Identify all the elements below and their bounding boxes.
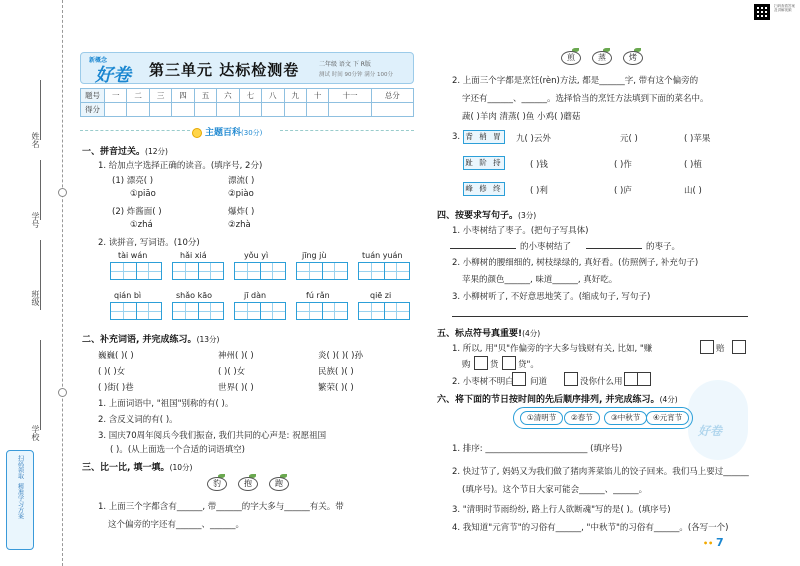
s4-q2-answer[interactable]: 苹果的颜色______, 味道______, 真好吃。 xyxy=(462,275,618,285)
s5-q2: 2. 小枣树不明白 xyxy=(452,377,514,387)
lightbulb-icon xyxy=(192,128,202,138)
table-row xyxy=(81,103,414,117)
writing-grid[interactable] xyxy=(110,262,162,280)
punct-box[interactable] xyxy=(512,372,525,386)
score-input-cell[interactable] xyxy=(172,103,194,117)
pinyin-label: shǎo kāo xyxy=(176,291,213,300)
fill-blank[interactable]: 山( ) xyxy=(684,186,702,196)
fill-blank[interactable]: ( )钱 xyxy=(530,160,548,170)
pinyin-label: jī dàn xyxy=(244,291,267,300)
s2-q2[interactable]: 2. 含反义词的有( )。 xyxy=(98,415,178,425)
s1-q1-a1[interactable]: (1) 漂亮( ) xyxy=(112,176,154,186)
pinyin-label: jīng jù xyxy=(302,251,327,260)
char-group-box: 背 梢 胃 xyxy=(463,130,505,144)
s3-q2[interactable]: 2. 上面三个字都是烹饪(rèn)方法, 都是______字, 带有这个偏旁的 xyxy=(452,76,699,86)
heading-text: 一、拼音过关。 xyxy=(82,147,146,157)
punct-box[interactable] xyxy=(564,372,577,386)
s4-q1-blank1[interactable] xyxy=(450,240,516,251)
char-group-box: 趾 阶 持 xyxy=(463,156,505,170)
s6-q3[interactable]: 3. "清明时节雨纷纷, 路上行人欲断魂"写的是( )。(填序号) xyxy=(452,505,671,515)
fill-blank[interactable]: ( )利 xyxy=(530,186,548,196)
idiom-blank[interactable]: 繁荣( )( ) xyxy=(318,383,354,393)
pinyin-label: qián bì xyxy=(114,291,142,300)
score-input-cell[interactable] xyxy=(194,103,216,117)
punct-box[interactable] xyxy=(474,356,487,370)
apple-char: 烤 xyxy=(623,51,643,65)
divider xyxy=(80,130,190,131)
apple-icon xyxy=(268,474,290,492)
heading-text: 六、将下面的节日按时间的先后顺序排列, 并完成练习。 xyxy=(437,395,660,405)
s6-q2[interactable]: 2. 快过节了, 妈妈又为我们做了猪肉荠菜馅儿的饺子回来。我们马上要过______ xyxy=(452,467,749,477)
exam-meta-time: 测试 时间 90分钟 满分 100分 xyxy=(319,72,393,78)
table-cell: 十一 xyxy=(329,89,371,103)
table-row xyxy=(81,89,414,103)
fill-blank[interactable]: ( )植 xyxy=(684,160,702,170)
s2-q1[interactable]: 1. 上面词语中, "祖国"别称的有( )。 xyxy=(98,399,234,409)
mascot-watermark xyxy=(688,380,748,460)
heading-text: 五、标点符号真重要! xyxy=(437,329,523,339)
heading-text: 二、补充词语, 并完成练习。 xyxy=(82,335,197,345)
s5-q1-char: 贷"。 xyxy=(518,360,539,370)
page-number-text: 7 xyxy=(716,536,724,549)
idiom-blank[interactable]: ( )( )女 xyxy=(98,367,126,377)
s6-q1[interactable]: 1. 排序: ________________________ (填序号) xyxy=(452,444,623,454)
name-label: 姓名 xyxy=(31,132,40,148)
binding-margin xyxy=(0,0,70,566)
score-table xyxy=(80,88,414,117)
table-cell: 二 xyxy=(127,89,149,103)
pinyin-label: yǒu yì xyxy=(244,251,269,260)
topic-label: 主题百科 xyxy=(205,128,242,138)
apple-char: 抱 xyxy=(238,477,258,491)
score-input-cell[interactable] xyxy=(262,103,284,117)
score-input-cell[interactable] xyxy=(284,103,306,117)
punct-box[interactable] xyxy=(732,340,745,354)
s5-q1: 1. 所以, 用"贝"作偏旁的字大多与钱财有关, 比如, "赚 xyxy=(452,344,653,354)
score-input-cell[interactable] xyxy=(329,103,371,117)
pinyin-label: fú rǎn xyxy=(306,291,330,300)
apple-char: 豹 xyxy=(207,477,227,491)
s1-q1: 1. 给加点字选择正确的读音。(填序号, 2分) xyxy=(98,161,263,171)
s5-q1-char: 货 xyxy=(490,360,499,370)
heading-points: (4分) xyxy=(659,395,678,404)
s4-q2: 2. 小柳树的腰细细的, 树枝绿绿的, 真好看。(仿照例子, 补充句子) xyxy=(452,258,699,268)
cut-line xyxy=(62,0,63,566)
heading-points: (3分) xyxy=(518,211,537,220)
divider xyxy=(280,130,414,131)
table-cell: 三 xyxy=(149,89,171,103)
s4-q1-text: 的枣子。 xyxy=(646,242,681,252)
s1-q1-a2[interactable]: 漂流( ) xyxy=(228,176,255,186)
promo-banner xyxy=(6,450,34,550)
apple-icon xyxy=(591,48,613,66)
table-cell: 得分 xyxy=(81,103,105,117)
promo-text: 精准学习方案 xyxy=(16,483,24,519)
s1-q2: 2. 读拼音, 写词语。(10分) xyxy=(98,238,200,248)
table-cell: 总分 xyxy=(371,89,413,103)
writing-grid[interactable] xyxy=(296,302,348,320)
heading-points: (4分) xyxy=(522,329,541,338)
char-group-box: 峰 修 终 xyxy=(463,182,505,196)
punct-box[interactable] xyxy=(502,356,515,370)
writing-grid[interactable] xyxy=(234,302,286,320)
writing-grid[interactable] xyxy=(110,302,162,320)
logo-text: 好卷 xyxy=(95,65,131,86)
table-cell: 六 xyxy=(217,89,239,103)
idiom-blank[interactable]: ( )( )女 xyxy=(218,367,246,377)
exam-header xyxy=(80,52,414,84)
s4-q3: 3. 小柳树听了, 不好意思地笑了。(缩成句子, 写句子) xyxy=(452,292,651,302)
watermark-text: 好卷 xyxy=(698,424,723,438)
score-input-cell[interactable] xyxy=(127,103,149,117)
apple-char: 煎 xyxy=(561,51,581,65)
id-label: 学号 xyxy=(31,212,40,228)
punct-box[interactable] xyxy=(700,340,713,354)
apple-icon xyxy=(237,474,259,492)
brand-logo xyxy=(85,55,143,86)
idiom-blank[interactable]: 世界( )( ) xyxy=(218,383,254,393)
apple-icon xyxy=(206,474,228,492)
table-cell: 九 xyxy=(284,89,306,103)
qr-code-icon xyxy=(754,4,770,20)
festival-tag: ①清明节 xyxy=(520,411,563,425)
pinyin-label: tài wán xyxy=(118,251,148,260)
writing-grid[interactable] xyxy=(358,262,410,280)
section-2-heading xyxy=(82,332,219,345)
festival-tag: ③中秋节 xyxy=(604,411,647,425)
heading-points: (13分) xyxy=(196,335,220,344)
apple-icon xyxy=(622,48,644,66)
fill-blank[interactable]: ( )苹果 xyxy=(684,134,711,144)
fill-blank[interactable]: ( )庐 xyxy=(614,186,632,196)
s3-q2-dishes[interactable]: 蔬( )羊肉 清蒸( )鱼 小鸡( )蘑菇 xyxy=(462,112,581,122)
class-label: 班级 xyxy=(31,290,40,306)
section-4-heading xyxy=(437,208,536,221)
pinyin-label: hǎi xiá xyxy=(180,251,207,260)
fill-blank[interactable]: 九( )云外 xyxy=(516,134,551,144)
page-number xyxy=(703,536,724,549)
score-input-cell[interactable] xyxy=(371,103,413,117)
s1-q1-b1[interactable]: (2) 炸酱面( ) xyxy=(112,207,162,217)
id-line xyxy=(40,160,41,220)
writing-grid[interactable] xyxy=(172,302,224,320)
exam-meta: 二年级 语文 下 R版 xyxy=(319,61,371,68)
heading-text: 四、按要求写句子。 xyxy=(437,211,519,221)
heading-text: 三、比一比, 填一填。 xyxy=(82,463,170,473)
s5-q2-text: 问道 xyxy=(530,377,548,387)
promo-text: 扫码领取 xyxy=(16,455,24,479)
s2-q3: 3. 国庆70周年阅兵今我们振奋, 我们共同的心声是: 祝愿祖国 xyxy=(98,431,327,441)
punct-box[interactable] xyxy=(624,372,650,386)
heading-points: (12分) xyxy=(145,147,168,156)
school-line xyxy=(40,340,41,430)
idiom-blank[interactable]: 巍巍( )( ) xyxy=(98,351,134,361)
pinyin-label: tuán yuán xyxy=(362,251,403,260)
section-6-heading xyxy=(437,392,678,405)
writing-grid[interactable] xyxy=(234,262,286,280)
s4-q1-text: 的小枣树结了 xyxy=(520,242,572,252)
s6-q4[interactable]: 4. 我知道"元宵节"的习俗有______, "中秋节"的习俗有______。(各写一个) xyxy=(452,523,729,533)
score-input-cell[interactable] xyxy=(239,103,261,117)
writing-grid[interactable] xyxy=(296,262,348,280)
apple-char: 跑 xyxy=(269,477,289,491)
s4-q1: 1. 小枣树结了枣子。(把句子写具体) xyxy=(452,226,589,236)
apple-icon xyxy=(560,48,582,66)
s1-option: ①zhá xyxy=(130,220,153,230)
table-cell: 八 xyxy=(262,89,284,103)
table-cell: 七 xyxy=(239,89,261,103)
s3-q1-cont[interactable]: 这个偏旁的字还有______、______。 xyxy=(108,520,245,530)
heading-points: (10分) xyxy=(169,463,193,472)
s4-q3-answer-line[interactable] xyxy=(452,316,748,317)
s1-option: ②zhà xyxy=(228,220,251,230)
s5-q1-char: 购 xyxy=(462,360,471,370)
apple-char: 蒸 xyxy=(592,51,612,65)
score-input-cell[interactable] xyxy=(217,103,239,117)
s1-q1-b2[interactable]: 爆炸( ) xyxy=(228,207,255,217)
festival-tag: ②春节 xyxy=(564,411,600,425)
idiom-blank[interactable]: 炎( )( )( )孙 xyxy=(318,351,364,361)
s3-q1[interactable]: 1. 上面三个字都含有______, 带______的字大多与______有关。带 xyxy=(98,502,344,512)
idiom-blank[interactable]: ( )街( )巷 xyxy=(98,383,134,393)
topic-banner xyxy=(192,125,262,138)
score-input-cell[interactable] xyxy=(105,103,127,117)
name-line xyxy=(40,80,41,140)
logo-subtitle: 新概念 xyxy=(89,57,108,64)
section-3-heading xyxy=(82,460,192,473)
s4-q1-blank2[interactable] xyxy=(586,240,642,251)
page-dots-icon: •• xyxy=(703,539,717,548)
s2-q3-blank[interactable]: ( )。(从上面选一个合适的词语填空) xyxy=(110,445,245,455)
s6-q2-cont[interactable]: (填序号)。这个节日大家可能会______、______。 xyxy=(462,485,648,495)
fill-blank[interactable]: ( )作 xyxy=(614,160,632,170)
corner-note: 扫码查看答案及讲解视频 xyxy=(774,4,795,12)
school-label: 学校 xyxy=(31,425,40,441)
table-cell: 十 xyxy=(306,89,328,103)
idiom-blank[interactable]: 民族( )( ) xyxy=(318,367,354,377)
idiom-blank[interactable]: 神州( )( ) xyxy=(218,351,254,361)
writing-grid[interactable] xyxy=(172,262,224,280)
s1-option: ①piāo xyxy=(130,189,156,199)
page-title: 第三单元 达标检测卷 xyxy=(149,61,300,79)
score-input-cell[interactable] xyxy=(149,103,171,117)
s3-q3-number: 3. xyxy=(452,132,461,142)
s5-q2-text: 没你什么用 xyxy=(580,377,623,387)
score-input-cell[interactable] xyxy=(306,103,328,117)
table-cell: 五 xyxy=(194,89,216,103)
section-5-heading xyxy=(437,326,540,339)
pinyin-label: qiē zi xyxy=(370,291,392,300)
section-1-heading xyxy=(82,144,168,157)
fill-blank[interactable]: 元( ) xyxy=(620,134,638,144)
table-cell: 题号 xyxy=(81,89,105,103)
festival-tag: ④元宵节 xyxy=(646,411,689,425)
s5-q1-char: 赔 xyxy=(716,344,725,354)
s3-q2-cont[interactable]: 字还有______、______。选择恰当的烹饪方法填到下面的菜名中。 xyxy=(462,94,709,104)
writing-grid[interactable] xyxy=(358,302,410,320)
binding-hole xyxy=(58,188,67,197)
s1-option: ②piào xyxy=(228,189,254,199)
table-cell: 一 xyxy=(105,89,127,103)
table-cell: 四 xyxy=(172,89,194,103)
binding-hole xyxy=(58,388,67,397)
topic-points: (30分) xyxy=(241,129,263,137)
